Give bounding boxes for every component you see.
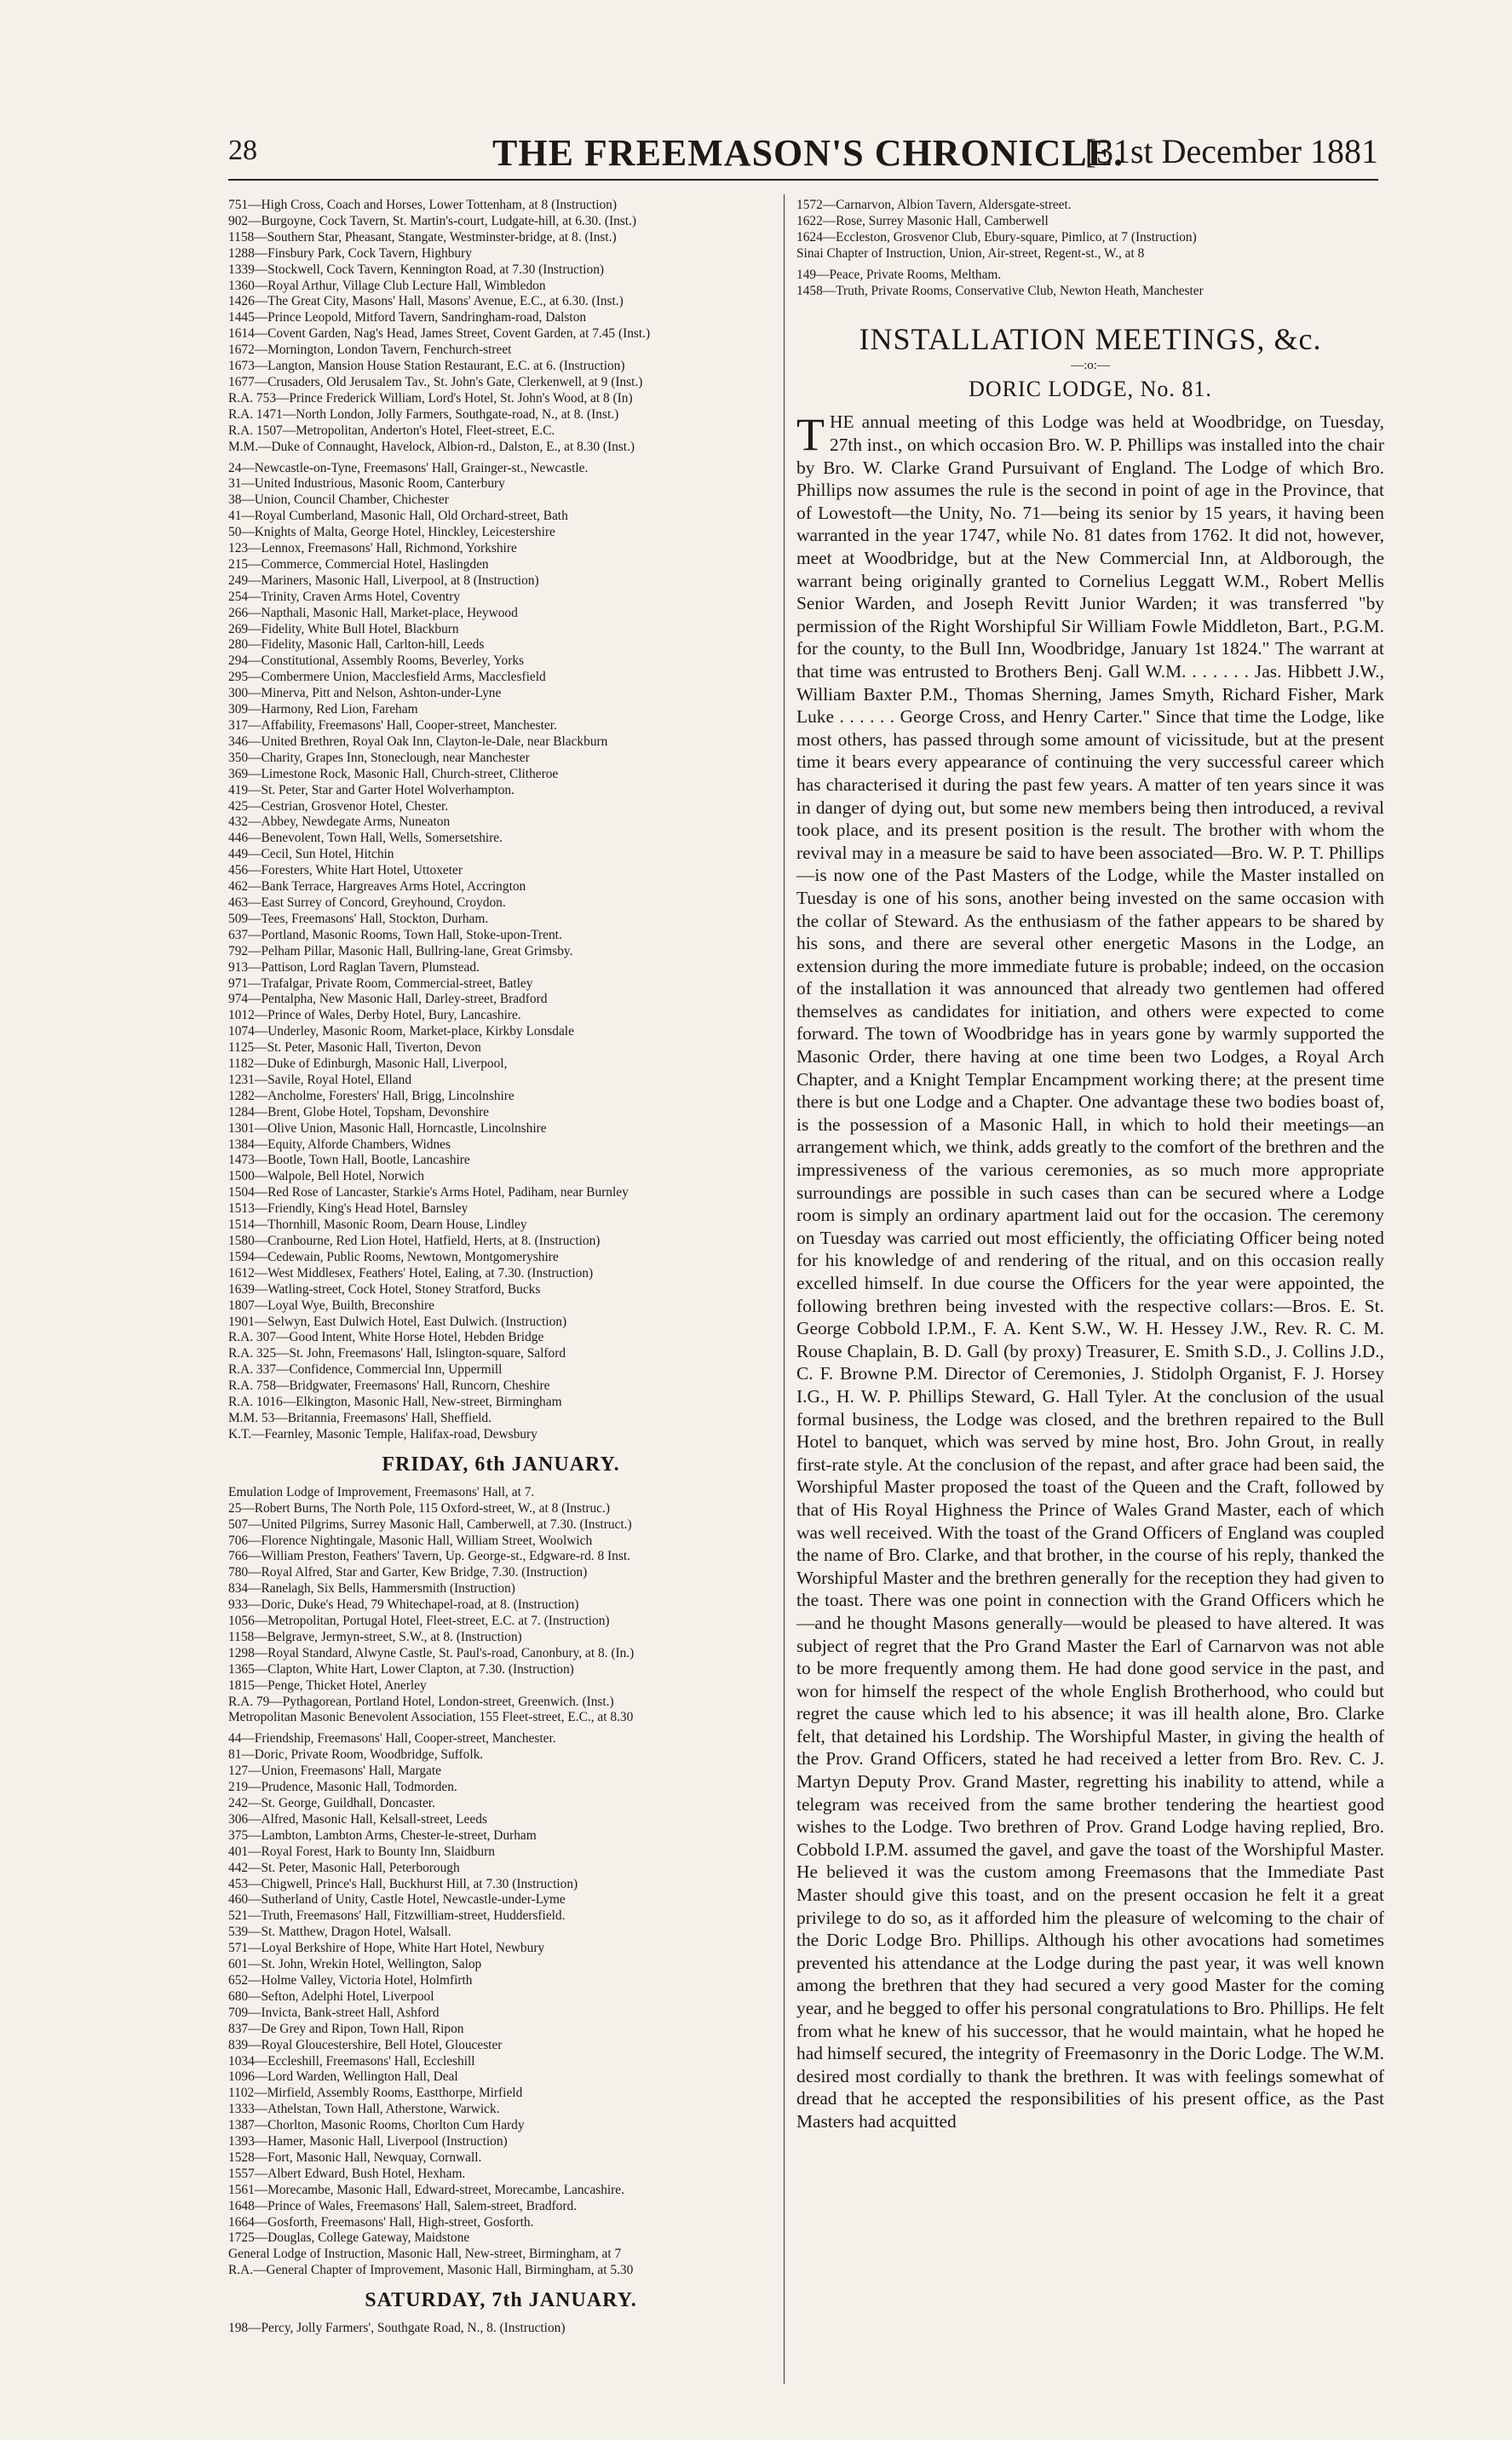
lodge-meeting-entry: 401—Royal Forest, Hark to Bounty Inn, Slaidburn: [228, 1844, 495, 1859]
lodge-meeting-entry: 254—Trinity, Craven Arms Hotel, Coventry: [228, 589, 461, 604]
lodge-meeting-entry: 1056—Metropolitan, Portugal Hotel, Fleet-street, E.C. at 7. (Instruction): [228, 1614, 610, 1629]
lodge-meeting-entry: 902—Burgoyne, Cock Tavern, St. Martin's-court, Ludgate-hill, at 6.30. (Inst.): [228, 213, 637, 228]
right-column: [796, 198, 1384, 2133]
lodge-meeting-entry: 375—Lambton, Lambton Arms, Chester-le-street, Durham: [228, 1827, 537, 1843]
lodge-meeting-entry: 834—Ranelagh, Six Bells, Hammersmith (Instruction): [228, 1581, 515, 1597]
lodge-meeting-entry: 1528—Fort, Masonic Hall, Newquay, Cornwall.: [228, 2149, 482, 2165]
page-header: [228, 128, 1378, 181]
lodge-meeting-entry: 266—Napthali, Masonic Hall, Market-place, Heywood: [228, 605, 518, 620]
lodge-meeting-entry: 1500—Walpole, Bell Hotel, Norwich: [228, 1169, 425, 1184]
lodge-meeting-entry: 680—Sefton, Adelphi Hotel, Liverpool: [228, 1988, 434, 2004]
saturday-provincial-list: [796, 268, 1384, 300]
lodge-meeting-entry: 652—Holme Valley, Victoria Hotel, Holmfirth: [228, 1972, 473, 1988]
lodge-meeting-entry: 1664—Gosforth, Freemasons' Hall, High-street, Gosforth.: [228, 2214, 534, 2230]
lodge-meeting-entry: 1458—Truth, Private Rooms, Conservative Club, Newton Heath, Manchester: [796, 283, 1204, 298]
lodge-meeting-entry: 1074—Underley, Masonic Room, Market-place, Kirkby Lonsdale: [228, 1024, 574, 1039]
lodge-meeting-entry: 1282—Ancholme, Foresters' Hall, Brigg, Lincolnshire: [228, 1088, 515, 1103]
lodge-meeting-entry: Sinai Chapter of Instruction, Union, Air-street, Regent-st., W., at 8: [796, 245, 1145, 261]
lodge-meeting-entry: 1387—Chorlton, Masonic Rooms, Chorlton Cum Hardy: [228, 2118, 525, 2133]
lodge-meeting-entry: 1561—Morecambe, Masonic Hall, Edward-street, Morecambe, Lancashire.: [228, 2182, 624, 2197]
lodge-meeting-entry: 198—Percy, Jolly Farmers', Southgate Road, N., 8. (Instruction): [228, 2321, 566, 2336]
lodge-meeting-entry: 1182—Duke of Edinburgh, Masonic Hall, Liverpool,: [228, 1056, 508, 1072]
lodge-meeting-entry: 453—Chigwell, Prince's Hall, Buckhurst Hill, at 7.30 (Instruction): [228, 1876, 578, 1891]
lodge-meeting-entry: 1360—Royal Arthur, Village Club Lecture Hall, Wimbledon: [228, 278, 546, 293]
lodge-meeting-entry: 509—Tees, Freemasons' Hall, Stockton, Durham.: [228, 911, 489, 926]
lodge-meeting-entry: 215—Commerce, Commercial Hotel, Haslingden: [228, 556, 489, 572]
column-rule: [784, 194, 785, 2384]
lodge-meeting-entry: 1158—Southern Star, Pheasant, Stangate, Westminster-bridge, at 8. (Inst.): [228, 229, 617, 245]
lodge-meeting-entry: 766—William Preston, Feathers' Tavern, Up. George-st., Edgware-rd. 8 Inst.: [228, 1549, 630, 1564]
lodge-meeting-entry: 44—Friendship, Freemasons' Hall, Cooper-street, Manchester.: [228, 1731, 556, 1747]
lodge-meeting-entry: R.A. 758—Bridgwater, Freemasons' Hall, Runcorn, Cheshire: [228, 1378, 550, 1394]
lodge-meeting-entry: 38—Union, Council Chamber, Chichester: [228, 492, 449, 508]
lodge-meeting-entry: 41—Royal Cumberland, Masonic Hall, Old Orchard-street, Bath: [228, 509, 568, 524]
lodge-meeting-entry: 1426—The Great City, Masons' Hall, Masons' Avenue, E.C., at 6.30. (Inst.): [228, 294, 624, 309]
lodge-meeting-entry: 1288—Finsbury Park, Cock Tavern, Highbury: [228, 245, 472, 261]
lodge-meeting-entry: 792—Pelham Pillar, Masonic Hall, Bullring-lane, Great Grimsby.: [228, 943, 573, 958]
lodge-meeting-entry: 446—Benevolent, Town Hall, Wells, Somersetshire.: [228, 831, 503, 846]
lodge-meeting-entry: 1677—Crusaders, Old Jerusalem Tav., St. John's Gate, Clerkenwell, at 9 (Inst.): [228, 374, 643, 389]
lodge-meeting-entry: 346—United Brethren, Royal Oak Inn, Clayton-le-Dale, near Blackburn: [228, 734, 608, 749]
lodge-meeting-entry: 1673—Langton, Mansion House Station Restaurant, E.C. at 6. (Instruction): [228, 359, 625, 374]
lodge-meeting-entry: 50—Knights of Malta, George Hotel, Hinckley, Leicestershire: [228, 525, 555, 540]
drop-cap: T: [796, 409, 825, 461]
page-number: 28: [228, 135, 257, 166]
lodge-meeting-entry: M.M.—Duke of Connaught, Havelock, Albion-rd., Dalston, E., at 8.30 (Inst.): [228, 439, 635, 454]
lodge-meeting-entry: 462—Bank Terrace, Hargreaves Arms Hotel, Accrington: [228, 879, 526, 895]
lodge-meeting-entry: 350—Charity, Grapes Inn, Stoneclough, near Manchester: [228, 750, 530, 765]
lodge-meeting-entry: 127—Union, Freemasons' Hall, Margate: [228, 1764, 441, 1779]
lodge-meeting-entry: 1445—Prince Leopold, Mitford Tavern, Sandringham-road, Dalston: [228, 310, 587, 325]
lodge-meeting-entry: 419—St. Peter, Star and Garter Hotel Wolverhampton.: [228, 782, 515, 797]
lodge-meeting-entry: R.A.—General Chapter of Improvement, Masonic Hall, Birmingham, at 5.30: [228, 2263, 634, 2278]
lodge-meeting-entry: 456—Foresters, White Hart Hotel, Uttoxeter: [228, 863, 463, 878]
lodge-meeting-entry: M.M. 53—Britannia, Freemasons' Hall, Sheffield.: [228, 1410, 492, 1425]
lodge-meeting-entry: 571—Loyal Berkshire of Hope, White Hart Hotel, Newbury: [228, 1941, 545, 1956]
lodge-meeting-entry: 780—Royal Alfred, Star and Garter, Kew Bridge, 7.30. (Instruction): [228, 1565, 588, 1580]
lodge-meeting-entry: 1125—St. Peter, Masonic Hall, Tiverton, Devon: [228, 1040, 481, 1056]
lodge-meeting-entry: 971—Trafalgar, Private Room, Commercial-street, Batley: [228, 975, 533, 991]
lodge-meeting-entry: 149—Peace, Private Rooms, Meltham.: [796, 267, 1002, 282]
masthead-title: THE FREEMASON'S CHRONICLE.: [492, 132, 1124, 174]
lodge-meeting-entry: 839—Royal Gloucestershire, Bell Hotel, Gloucester: [228, 2037, 503, 2052]
thursday-london-list: [228, 198, 773, 456]
saturday-london-list: [228, 2321, 773, 2337]
lodge-meeting-entry: 1572—Carnarvon, Albion Tavern, Aldersgate-street.: [796, 198, 1072, 212]
lodge-meeting-entry: 1725—Douglas, College Gateway, Maidstone: [228, 2230, 470, 2246]
lodge-meeting-entry: 1365—Clapton, White Hart, Lower Clapton, at 7.30. (Instruction): [228, 1661, 574, 1677]
lodge-meeting-entry: R.A. 337—Confidence, Commercial Inn, Uppermill: [228, 1362, 503, 1378]
lodge-meeting-entry: 1580—Cranbourne, Red Lion Hotel, Hatfield, Herts, at 8. (Instruction): [228, 1234, 601, 1248]
lodge-meeting-entry: 460—Sutherland of Unity, Castle Hotel, Newcastle-under-Lyme: [228, 1892, 566, 1908]
lodge-meeting-entry: 751—High Cross, Coach and Horses, Lower Tottenham, at 8 (Instruction): [228, 198, 617, 212]
saturday-continued-list: [796, 198, 1384, 262]
lodge-meeting-entry: 25—Robert Burns, The North Pole, 115 Oxford-street, W., at 8 (Instruc.): [228, 1500, 610, 1516]
lodge-meeting-entry: 295—Combermere Union, Macclesfield Arms, Macclesfield: [228, 670, 546, 685]
lodge-meeting-entry: 1096—Lord Warden, Wellington Hall, Deal: [228, 2069, 458, 2085]
lodge-meeting-entry: 442—St. Peter, Masonic Hall, Peterborough: [228, 1860, 460, 1875]
lodge-meeting-entry: R.A. 1507—Metropolitan, Anderton's Hotel, Fleet-street, E.C.: [228, 423, 555, 438]
lodge-meeting-entry: 1807—Loyal Wye, Builth, Breconshire: [228, 1298, 435, 1313]
lodge-meeting-entry: 219—Prudence, Masonic Hall, Todmorden.: [228, 1780, 457, 1795]
lodge-meeting-entry: 1557—Albert Edward, Bush Hotel, Hexham.: [228, 2166, 466, 2181]
lodge-meeting-entry: Metropolitan Masonic Benevolent Association, 155 Fleet-street, E.C., at 8.30: [228, 1710, 634, 1725]
lodge-meeting-entry: 601—St. John, Wrekin Hotel, Wellington, Salop: [228, 1957, 482, 1972]
lodge-meeting-entry: 1102—Mirfield, Assembly Rooms, Eastthorpe, Mirfield: [228, 2086, 523, 2101]
friday-london-list: [228, 1485, 773, 1727]
lodge-meeting-entry: 1339—Stockwell, Cock Tavern, Kennington Road, at 7.30 (Instruction): [228, 262, 605, 277]
lodge-meeting-entry: 1612—West Middlesex, Feathers' Hotel, Ealing, at 7.30. (Instruction): [228, 1265, 594, 1280]
lodge-meeting-entry: 1815—Penge, Thicket Hotel, Anerley: [228, 1678, 427, 1693]
lodge-meeting-entry: 31—United Industrious, Masonic Room, Canterbury: [228, 476, 505, 492]
lodge-meeting-entry: 1639—Watling-street, Cock Hotel, Stoney Stratford, Bucks: [228, 1281, 541, 1297]
lodge-meeting-entry: 1514—Thornhill, Masonic Room, Dearn House, Lindley: [228, 1217, 527, 1233]
lodge-meeting-entry: R.A. 325—St. John, Freemasons' Hall, Islington-square, Salford: [228, 1346, 566, 1361]
lodge-meeting-entry: 1231—Savile, Royal Hotel, Elland: [228, 1072, 412, 1087]
lodge-meeting-entry: 294—Constitutional, Assembly Rooms, Beverley, Yorks: [228, 653, 525, 669]
lodge-meeting-entry: 317—Affability, Freemasons' Hall, Cooper-street, Manchester.: [228, 718, 557, 733]
lodge-meeting-entry: 706—Florence Nightingale, Masonic Hall, William Street, Woolwich: [228, 1533, 593, 1548]
lodge-meeting-entry: 1504—Red Rose of Lancaster, Starkie's Arms Hotel, Padiham, near Burnley: [228, 1185, 629, 1200]
lodge-meeting-entry: 449—Cecil, Sun Hotel, Hitchin: [228, 847, 394, 862]
lodge-meeting-entry: 1594—Cedewain, Public Rooms, Newtown, Montgomeryshire: [228, 1249, 559, 1264]
lodge-meeting-entry: 974—Pentalpha, New Masonic Hall, Darley-street, Bradford: [228, 992, 548, 1007]
article-body: [796, 411, 1384, 2132]
lodge-meeting-entry: R.A. 1016—Elkington, Masonic Hall, New-street, Birmingham: [228, 1395, 562, 1410]
lodge-meeting-entry: 1301—Olive Union, Masonic Hall, Horncastle, Lincolnshire: [228, 1120, 547, 1136]
lodge-meeting-entry: K.T.—Fearnley, Masonic Temple, Halifax-road, Dewsbury: [228, 1426, 538, 1442]
lodge-meeting-entry: 242—St. George, Guildhall, Doncaster.: [228, 1796, 435, 1810]
lodge-meeting-entry: 521—Truth, Freemasons' Hall, Fitzwilliam-street, Huddersfield.: [228, 1908, 566, 1924]
lodge-meeting-entry: 1393—Hamer, Masonic Hall, Liverpool (Instruction): [228, 2134, 508, 2149]
lodge-meeting-entry: 1012—Prince of Wales, Derby Hotel, Bury, Lancashire.: [228, 1008, 521, 1023]
lodge-meeting-entry: 1034—Eccleshill, Freemasons' Hall, Eccleshill: [228, 2053, 475, 2069]
lodge-meeting-entry: 1333—Athelstan, Town Hall, Atherstone, Warwick.: [228, 2102, 500, 2117]
lodge-meeting-entry: 432—Abbey, Newdegate Arms, Nuneaton: [228, 814, 451, 830]
lodge-meeting-entry: 369—Limestone Rock, Masonic Hall, Church-street, Clitheroe: [228, 766, 559, 781]
lodge-meeting-entry: 637—Portland, Masonic Rooms, Town Hall, Stoke-upon-Trent.: [228, 927, 562, 942]
lodge-meeting-entry: 1284—Brent, Globe Hotel, Topsham, Devonshire: [228, 1104, 489, 1119]
lodge-meeting-entry: 1614—Covent Garden, Nag's Head, James Street, Covent Garden, at 7.45 (Inst.): [228, 326, 651, 342]
lodge-title: DORIC LODGE, No. 81.: [969, 377, 1212, 402]
lodge-meeting-entry: 1624—Eccleston, Grosvenor Club, Ebury-square, Pimlico, at 7 (Instruction): [796, 229, 1197, 245]
friday-heading: FRIDAY, 6th JANUARY.: [382, 1453, 620, 1476]
lodge-meeting-entry: 1648—Prince of Wales, Freemasons' Hall, Salem-street, Bradford.: [228, 2198, 578, 2213]
lodge-meeting-entry: 300—Minerva, Pitt and Nelson, Ashton-under-Lyne: [228, 686, 502, 701]
lodge-meeting-entry: 81—Doric, Private Room, Woodbridge, Suffolk.: [228, 1747, 484, 1763]
lodge-meeting-entry: R.A. 307—Good Intent, White Horse Hotel, Hebden Bridge: [228, 1330, 544, 1345]
lodge-meeting-entry: 1672—Mornington, London Tavern, Fenchurch-street: [228, 342, 512, 358]
lodge-meeting-entry: Emulation Lodge of Improvement, Freemasons' Hall, at 7.: [228, 1484, 535, 1499]
lodge-meeting-entry: R.A. 79—Pythagorean, Portland Hotel, London-street, Greenwich. (Inst.): [228, 1694, 614, 1709]
lodge-meeting-entry: 933—Doric, Duke's Head, 79 Whitechapel-road, at 8. (Instruction): [228, 1597, 579, 1613]
thursday-provincial-list: [228, 461, 773, 1443]
friday-provincial-list: [228, 1731, 773, 2279]
lodge-meeting-entry: 280—Fidelity, Masonic Hall, Carlton-hill, Leeds: [228, 637, 485, 653]
lodge-meeting-entry: 1901—Selwyn, East Dulwich Hotel, East Dulwich. (Instruction): [228, 1314, 567, 1329]
lodge-meeting-entry: 1158—Belgrave, Jermyn-street, S.W., at 8. (Instruction): [228, 1629, 522, 1644]
lodge-meeting-entry: 1622—Rose, Surrey Masonic Hall, Camberwell: [796, 213, 1049, 228]
lodge-meeting-entry: 249—Mariners, Masonic Hall, Liverpool, at 8 (Instruction): [228, 573, 539, 588]
section-divider: —:o:—: [1071, 359, 1110, 373]
lodge-meeting-entry: 463—East Surrey of Concord, Greyhound, Croydon.: [228, 895, 506, 910]
lodge-meeting-entry: 269—Fidelity, White Bull Hotel, Blackburn: [228, 621, 459, 636]
lodge-meeting-entry: 507—United Pilgrims, Surrey Masonic Hall, Camberwell, at 7.30. (Instruct.): [228, 1516, 632, 1532]
lodge-meeting-entry: 1384—Equity, Alforde Chambers, Widnes: [228, 1137, 451, 1152]
section-title: INSTALLATION MEETINGS, &c.: [859, 322, 1322, 357]
lodge-meeting-entry: 539—St. Matthew, Dragon Hotel, Walsall.: [228, 1925, 451, 1940]
lodge-meeting-entry: 123—Lennox, Freemasons' Hall, Richmond, Yorkshire: [228, 541, 517, 556]
lodge-meeting-entry: R.A. 1471—North London, Jolly Farmers, Southgate-road, N., at 8. (Inst.): [228, 406, 619, 422]
lodge-meeting-entry: 913—Pattison, Lord Raglan Tavern, Plumstead.: [228, 959, 480, 975]
lodge-meeting-entry: 425—Cestrian, Grosvenor Hotel, Chester.: [228, 798, 449, 814]
lodge-meeting-entry: 1298—Royal Standard, Alwyne Castle, St. Paul's-road, Canonbury, at 8. (In.): [228, 1645, 635, 1660]
article-paragraph: HE annual meeting of this Lodge was held at Woodbridge, on Tuesday, 27th inst., on which occasion Bro. W. P. Phillips was installed into the chair by Bro. W. Clarke Grand Pursuivant of England. The Lodge of which Bro. Phillips now assumes the rule is the second in point of age in the Province, that of Lowestoft—the Unity, No. 71—being its senior by 15 years, it having been warranted in the year 1747, while No. 81 dates from 1762. It did not, however, meet at Woodbridge, but at the New Commercial Inn, at Aldborough, the warrant being originally granted to Cornelius Leggatt W.M., Robert Mellis Senior Warden, and Joseph Revitt Junior Warden; it was transferred "by permission of the Right Worshipful Sir William Fowle Middleton, Bart., P.G.M. for the county, to the Bull Inn, Woodbridge, January 1st 1824." The warrant at that time was entrusted to Brothers Benj. Gall W.M. . . . . . . Jas. Hibbett J.W., William Baxter P.M., Thomas Sherning, James Smyth, Richard Fisher, Mark Luke . . . . . . George Cross, and Henry Carter." Since that time the Lodge, like most others, has passed through some amount of vicissitude, but at the present time it bears every appearance of continuing the very successful career which has characterised it during the past few years. A matter of ten years since it was in danger of dying out, but some new members being then introduced, a revival took place, and its present position is the result. The brother with whom the revival may in a measure be said to have been associated—Bro. W. P. T. Phillips—is now one of the Past Masters of the Lodge, while the Master installed on Tuesday is one of his sons, another being invested on the same occasion with the collar of Steward. As the enthusiasm of the father appears to be shared by his sons, and there are several other energetic Masons in the Lodge, an extension during the more immediate future is probable; indeed, on the occasion of the installation it was announced that already two gentlemen had offered themselves as candidates for initiation, and others were expected to come forward. The town of Woodbridge has in years gone by warmly supported the Masonic Order, there having at one time been two Lodges, a Royal Arch Chapter, and a Knight Templar Encampment working there; at the present time there is but one Lodge and a Chapter. One advantage these two bodies boast of, is the possession of a Masonic Hall, in which to hold their meetings—an arrangement which, we think, adds greatly to the comfort of the brethren and the impressiveness of the various ceremonies, as so much more appropriate surroundings are possible in such cases than can be secured where a Lodge room is simply an ordinary apartment laid out for the occasion. The ceremony on Tuesday was carried out most efficiently, the officiating Officer being noted for his knowledge of and rendering of the ritual, and on this occasion really excelled himself. In due course the Officers for the year were appointed, the following brethren being invested with the respective collars:—Bros. E. St. George Cobbold I.P.M., F. A. Kent S.W., W. H. Hessey J.W., Rev. R. C. M. Rouse Chaplain, B. D. Gall (by proxy) Treasurer, E. Smith S.D., J. Collins J.D., C. F. Browne P.M. Director of Ceremonies, J. Stidolph Organist, F. J. Horsey I.G., H. W. P. Phillips Steward, G. Hall Tyler. At the conclusion of the usual formal business, the Lodge was closed, and the brethren repaired to the Bull Hotel to banquet, which was served by mine host, Bro. John Grout, in really first-rate style. At the conclusion of the repast, and after grace had been said, the Worshipful Master proposed the toast of the Queen and the Craft, followed by that of His Royal Highness the Prince of Wales Grand Master, each of which was well received. With the toast of the Grand Officers of England was coupled the name of Bro. Clarke, and that brother, in the course of his reply, thanked the Worshipful Master and the brethren generally for the reception they had given to the toast. There was one point in connection with the Grand Officers which he—and he thought Masons generally—would be pleased to have altered. It was subject of regret that the Pro Grand Master the Earl of Carnarvon was not able to be more frequently among them. He had done good service in the past, and won for himself the respect of the whole English Brotherhood, who could but regret the cause which led to his absence; it was ill health alone, Bro. Clarke felt, that detained his Lordship. The Worshipful Master, in giving the health of the Prov. Grand Officers, stated he had received a letter from Bro. Rev. C. J. Martyn Deputy Prov. Grand Master, regretting his inability to attend, while a telegram was received from the same brother tendering the heartiest good wishes to the Lodge. Two brethren of Prov. Grand Lodge having replied, Bro. Cobbold I.P.M. assumed the gavel, and gave the toast of the Worshipful Master. He believed it was the custom among Freemasons that the Immediate Past Master should give this toast, and on the present occasion he felt it a great privilege to do so, as it afforded him the pleasure of welcoming to the chair of the Doric Lodge Bro. Phillips. Although his other avocations had sometimes prevented his attendance at the Lodge during the past year, it was well known among the brethren that they had secured a very good Master for the coming year, and he begged to offer his personal congratulations to Bro. Phillips. He felt from what he knew of his successor, that he would maintain, what he hoped he had himself secured, the integrity of Freemasonry in the Doric Lodge. The W.M. desired most cordially to thank the brethren. It was with feelings somewhat of dread that he accepted the responsibilities of his present office, as the Past Masters had acquitted: [796, 411, 1384, 2132]
lodge-meeting-entry: 306—Alfred, Masonic Hall, Kelsall-street, Leeds: [228, 1811, 487, 1827]
lodge-meeting-entry: 837—De Grey and Ripon, Town Hall, Ripon: [228, 2021, 464, 2036]
lodge-meeting-entry: 1513—Friendly, King's Head Hotel, Barnsley: [228, 1201, 469, 1217]
lodge-meeting-entry: 309—Harmony, Red Lion, Fareham: [228, 702, 418, 717]
lodge-meeting-entry: 709—Invicta, Bank-street Hall, Ashford: [228, 2005, 440, 2020]
lodge-meeting-entry: 24—Newcastle-on-Tyne, Freemasons' Hall, Grainger-st., Newcastle.: [228, 460, 589, 475]
issue-date: [31st December 1881: [1084, 132, 1378, 170]
lodge-meeting-entry: 1473—Bootle, Town Hall, Bootle, Lancashire: [228, 1153, 470, 1168]
lodge-meeting-entry: R.A. 753—Prince Frederick William, Lord's Hotel, St. John's Wood, at 8 (In): [228, 390, 633, 406]
lodge-meeting-entry: General Lodge of Instruction, Masonic Hall, New-street, Birmingham, at 7: [228, 2247, 622, 2262]
left-column: [228, 198, 773, 2337]
saturday-heading: SATURDAY, 7th JANUARY.: [365, 2289, 637, 2312]
